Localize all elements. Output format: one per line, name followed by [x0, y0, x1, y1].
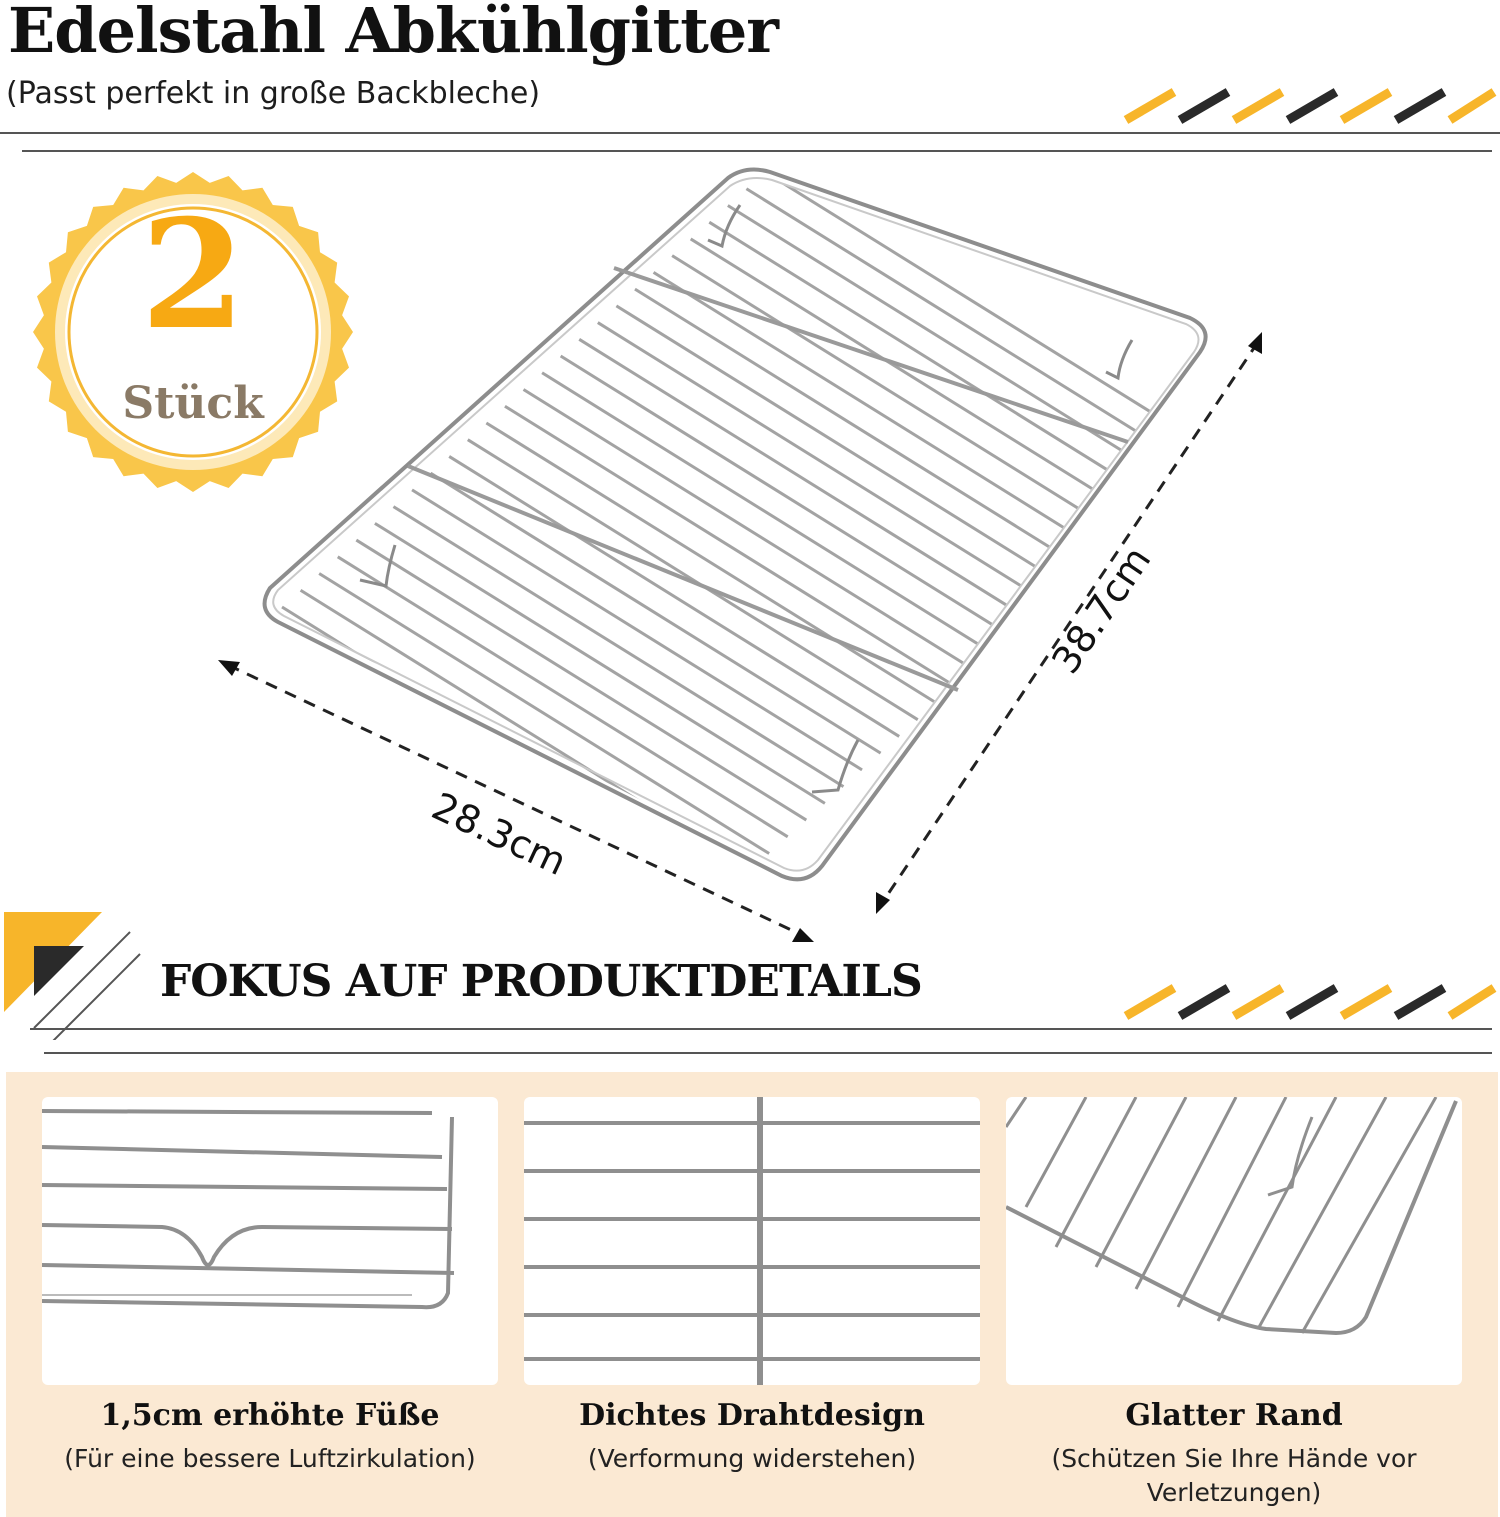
feature-title-feet: 1,5cm erhöhte Füße — [100, 1398, 440, 1433]
feature-subtitle-feet: (Für eine bessere Luftzirkulation) — [64, 1444, 476, 1473]
section-title: FOKUS AUF PRODUKTDETAILS — [160, 956, 922, 1007]
rack-wire — [635, 289, 1085, 569]
feature-title-wire-design: Dichtes Drahtdesign — [579, 1398, 925, 1433]
rack-wire — [524, 390, 974, 670]
rack-wire — [431, 473, 881, 753]
feature-subtitle-wire-design: (Verformung widerstehen) — [587, 1444, 917, 1473]
rack-wire — [449, 456, 899, 736]
rack-wire — [338, 557, 788, 837]
rack-wire — [375, 523, 825, 803]
divider-section — [30, 1028, 1492, 1030]
badge-number: 2 — [140, 187, 246, 363]
rack-wire — [319, 574, 769, 854]
page-title: Edelstahl Abkühlgitter — [8, 0, 778, 67]
rack-wire — [598, 323, 1048, 603]
rack-wire — [746, 189, 1196, 469]
rack-wire — [709, 222, 1159, 502]
rack-wire — [579, 339, 1029, 619]
rack-wire — [468, 440, 918, 720]
feature-image-smooth-edge — [1006, 1097, 1462, 1385]
page-subtitle: (Passt perfekt in große Backbleche) — [6, 76, 541, 111]
feature-image-wire-design — [524, 1097, 980, 1385]
rack-wire — [505, 406, 955, 686]
width-dimension-line — [228, 665, 804, 936]
rack-wire — [393, 507, 843, 787]
rack-wire — [765, 172, 1215, 452]
section-corner-decoration — [0, 910, 150, 1040]
divider-section-inner — [44, 1052, 1492, 1054]
rack-wire — [691, 239, 1141, 519]
rack-wire — [561, 356, 1011, 636]
length-dimension-label: 38.7cm — [1043, 538, 1160, 682]
feature-subtitle-smooth-edge: (Schützen Sie Ihre Hände vor Verletzungen) — [1051, 1444, 1417, 1507]
width-dimension-label: 28.3cm — [425, 783, 574, 885]
badge-label: Stück — [122, 378, 264, 429]
rack-wire — [616, 306, 1066, 586]
rack-wire — [728, 205, 1178, 485]
feature-image-feet — [42, 1097, 498, 1385]
rack-wire — [672, 256, 1122, 536]
feature-title-smooth-edge: Glatter Rand — [1125, 1398, 1343, 1433]
rack-wire — [356, 540, 806, 820]
rack-wire — [412, 490, 862, 770]
rack-wire — [486, 423, 936, 703]
decorative-stripes-section — [1118, 982, 1498, 1022]
